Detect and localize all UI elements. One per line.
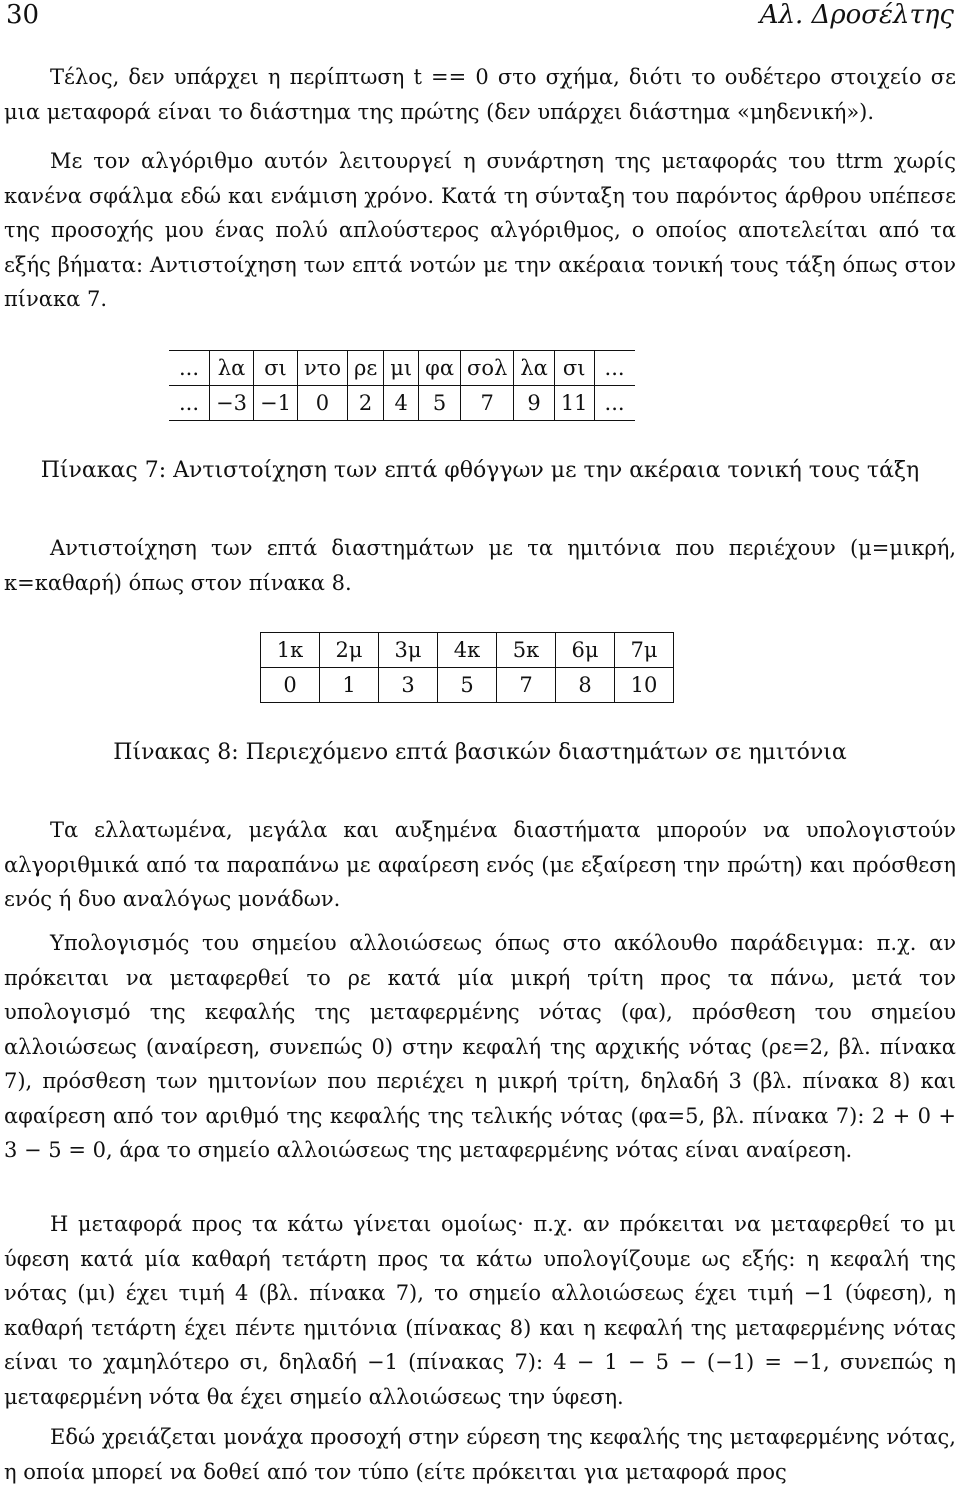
table-cell: 11 (554, 386, 594, 421)
running-head: Αλ. Δροσέλτης (759, 0, 954, 30)
table-cell: σι (254, 351, 298, 386)
table-cell: 5 (438, 668, 497, 703)
table-cell: 1 (320, 668, 379, 703)
table-row-semitones (261, 668, 674, 703)
table-cell: 7 (461, 386, 514, 421)
table-cell: ντο (297, 351, 347, 386)
table-cell: 2 (348, 386, 384, 421)
paragraph-6: Η μεταφορά προς τα κάτω γίνεται ομοίως· π.χ. αν πρόκειται να μεταφερθεί το μι ύφεση κατά μία καθαρή τετάρτη προς τα κάτω υπολογίζουμε ως εξής: η κεφαλή της νότας (μι) έχει τιμή 4 (βλ. πίνακα 7), το σημείο αλλοιώσεως έχει τιμή −1 (ύφεση), η καθαρή τετάρτη έχει πέντε ημιτόνια (πίνακας 8) και η κεφαλή της μεταφερμένης νότας είναι το χαμηλότερο σι, δηλαδή −1 (πίνακας 7): 4 − 1 − 5 − (−1) = −1, συνεπώς η μεταφερμένη νότα θα έχει σημείο αλλοιώσεως την ύφεση. (4, 1212, 956, 1409)
table-row-notes (169, 351, 635, 386)
table-cell: 3μ (379, 633, 438, 668)
table-cell: 1κ (261, 633, 320, 668)
table-cell: 7μ (615, 633, 674, 668)
table-cell: ... (169, 386, 210, 421)
table-cell: μι (384, 351, 419, 386)
page-number: 30 (6, 0, 40, 30)
table-cell: 5κ (497, 633, 556, 668)
table-8-caption: Πίνακας 8: Περιεχόμενο επτά βασικών διαστημάτων σε ημιτόνια (113, 740, 847, 765)
table-cell: 5 (419, 386, 461, 421)
table-cell: 3 (379, 668, 438, 703)
table-cell: 2μ (320, 633, 379, 668)
table-cell: 4κ (438, 633, 497, 668)
table-row-values (169, 386, 635, 421)
table-cell: ... (169, 351, 210, 386)
table-8-intervals (260, 632, 674, 703)
table-cell: 4 (384, 386, 419, 421)
table-cell: 8 (556, 668, 615, 703)
table-cell: 7 (497, 668, 556, 703)
table-cell: σολ (461, 351, 514, 386)
page-header (6, 0, 954, 34)
table-cell: 0 (297, 386, 347, 421)
table-cell: 0 (261, 668, 320, 703)
table-cell: 10 (615, 668, 674, 703)
paragraph-1: Τέλος, δεν υπάρχει η περίπτωση t == 0 στο σχήμα, διότι το ουδέτερο στοιχείο σε μια μεταφορά είναι το διάστημα της πρώτης (δεν υπάρχει διάστημα «μηδενική»). (4, 65, 956, 124)
table-cell: λα (514, 351, 555, 386)
table-cell: σι (554, 351, 594, 386)
paragraph-3: Αντιστοίχηση των επτά διαστημάτων με τα ημιτόνια που περιέχουν (μ=μικρή, κ=καθαρή) όπως στον πίνακα 8. (4, 536, 956, 595)
table-cell: 9 (514, 386, 555, 421)
table-cell: ρε (348, 351, 384, 386)
paragraph-4: Τα ελλατωμένα, μεγάλα και αυξημένα διαστήματα μπορούν να υπολογιστούν αλγοριθμικά από τα παραπάνω με αφαίρεση ενός (με εξαίρεση την πρώτη) και πρόσθεση ενός ή δυο αναλόγως μονάδων. (4, 818, 956, 911)
table-cell: −3 (210, 386, 254, 421)
table-row-intervals (261, 633, 674, 668)
table-7-notes (169, 350, 635, 421)
paragraph-5: Υπολογισμός του σημείου αλλοιώσεως όπως στο ακόλουθο παράδειγμα: π.χ. αν πρόκειται να μεταφερθεί το ρε κατά μία μικρή τρίτη προς τα πάνω, μετά τον υπολογισμό της κεφαλής της μεταφερμένης νότας (φα), πρόσθεση του σημείου αλλοιώσεως (αναίρεση, συνεπώς 0) στην κεφαλή της αρχικής νότας (ρε=2, βλ. πίνακα 7), πρόσθεση των ημιτονίων που περιέχει η μικρή τρίτη, δηλαδή 3 (βλ. πίνακα 8) και αφαίρεση από τον αριθμό της κεφαλής της τελικής νότας (φα=5, βλ. πίνακα 7): 2 + 0 + 3 − 5 = 0, άρα το σημείο αλλοιώσεως της μεταφερμένης νότας είναι αναίρεση. (4, 931, 956, 1162)
table-cell: −1 (254, 386, 298, 421)
table-cell: λα (210, 351, 254, 386)
table-cell: ... (594, 351, 635, 386)
table-cell: 6μ (556, 633, 615, 668)
table-cell: ... (594, 386, 635, 421)
table-cell: φα (419, 351, 461, 386)
table-7-caption: Πίνακας 7: Αντιστοίχηση των επτά φθόγγων με την ακέραια τονική τους τάξη (40, 458, 920, 483)
paragraph-2: Με τον αλγόριθμο αυτόν λειτουργεί η συνάρτηση της μεταφοράς του ttrm χωρίς κανένα σφάλμα εδώ και ενάμιση χρόνο. Κατά τη σύνταξη του παρόντος άρθρου υπέπεσε της προσοχής μου ένας πολύ απλούστερος αλγόριθμος, ο οποίος αποτελείται από τα εξής βήματα: Αντιστοίχηση των επτά νοτών με την ακέραια τονική τους τάξη όπως στον πίνακα 7. (4, 149, 956, 311)
paragraph-7: Εδώ χρειάζεται μονάχα προσοχή στην εύρεση της κεφαλής της μεταφερμένης νότας, η οποία μπορεί να δοθεί από τον τύπο (είτε πρόκειται για μεταφορά προς (4, 1425, 956, 1484)
